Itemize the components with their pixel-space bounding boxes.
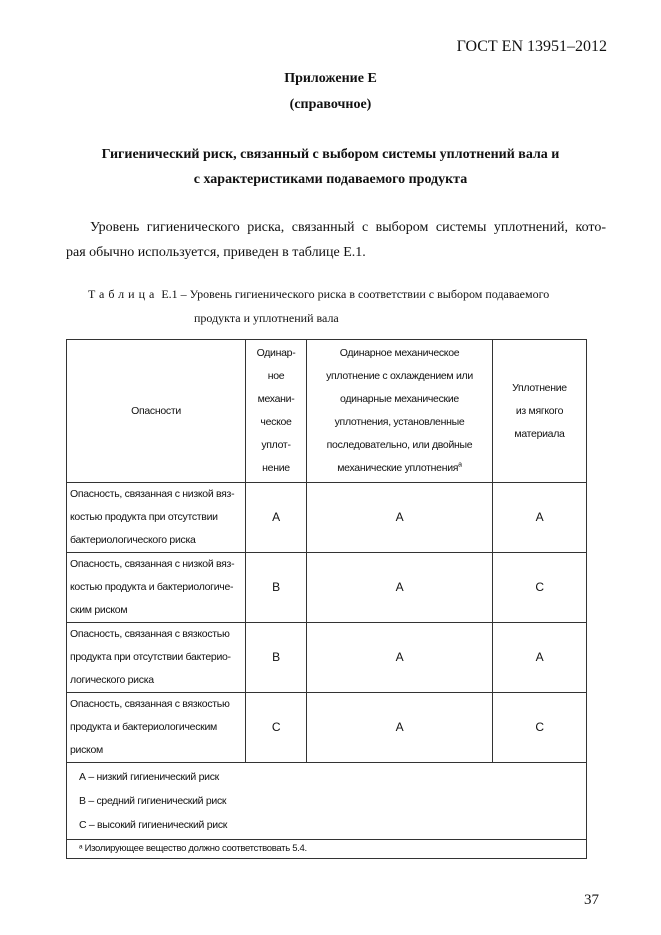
legend-item-high: С – высокий гигиенический риск <box>79 819 228 831</box>
header-line-text: механические уплотнения <box>337 462 459 474</box>
single-seal-risk: A <box>246 483 307 553</box>
header-line: из мягкого <box>515 404 564 417</box>
hazard-line: бактериологического риска <box>70 534 196 546</box>
hazard-line: Опасность, связанная с низкой вяз- <box>70 558 235 570</box>
table-header-row <box>67 340 587 483</box>
hazard-cell <box>67 483 246 553</box>
header-line: ное <box>267 370 285 382</box>
table-row <box>67 483 587 553</box>
single-seal-risk: B <box>246 553 307 623</box>
header-line: одинарные механические <box>340 393 459 405</box>
footnote-row <box>67 840 587 859</box>
document-code: ГОСТ EN 13951–2012 <box>456 38 607 55</box>
hazard-line: костью продукта и бактериологиче- <box>70 581 234 593</box>
hazard-line: костью продукта при отсутствии <box>70 511 218 523</box>
table-caption-label: Таблица <box>88 287 159 301</box>
header-line: Одинар- <box>256 347 296 359</box>
table-caption-line-2: продукта и уплотнений вала <box>194 311 339 325</box>
header-single-seal <box>246 340 307 483</box>
body-paragraph-line-2: рая обычно используется, приведен в таблице Е.1. <box>66 245 366 260</box>
header-double-seal <box>307 340 493 483</box>
hazard-line: продукта и бактериологическим <box>70 721 217 733</box>
hazard-line: Опасность, связанная с вязкостью <box>70 698 230 710</box>
legend-row <box>67 763 587 840</box>
header-soft-seal <box>493 340 587 483</box>
header-line: Одинарное механическое <box>339 347 460 359</box>
hygienic-risk-table <box>66 339 587 859</box>
hazard-line: продукта при отсутствии бактерио- <box>70 651 231 663</box>
hazard-cell <box>67 623 246 693</box>
header-line: уплотнение с охлаждением или <box>326 370 473 382</box>
double-seal-risk: A <box>307 483 493 553</box>
body-paragraph-line-1: Уровень гигиенического риска, связанный с выбором системы уплотнений, кото- <box>90 220 606 235</box>
risk-legend <box>67 763 587 840</box>
header-line <box>311 457 488 480</box>
table-caption-line-1 <box>88 287 608 302</box>
header-line: Уплотнение <box>512 381 567 394</box>
hazard-line: Опасность, связанная с низкой вяз- <box>70 488 235 500</box>
section-heading-line-2: с характеристиками подаваемого продукта <box>193 172 468 187</box>
header-line: ческое <box>260 416 292 428</box>
legend-item-medium: В – средний гигиенический риск <box>79 795 227 807</box>
header-hazards: Опасности <box>67 340 246 483</box>
hazard-line: логического риска <box>70 674 154 686</box>
single-seal-risk: B <box>246 623 307 693</box>
soft-seal-risk: A <box>493 623 587 693</box>
double-seal-risk: A <box>307 693 493 763</box>
table-row <box>67 553 587 623</box>
table-row <box>67 693 587 763</box>
soft-seal-risk: C <box>493 693 587 763</box>
header-line: последовательно, или двойные <box>326 439 473 451</box>
page-number: 37 <box>584 892 599 908</box>
table-row <box>67 623 587 693</box>
single-seal-risk: C <box>246 693 307 763</box>
table-caption-text: Е.1 – Уровень гигиенического риска в соответствии с выбором подаваемого <box>161 287 550 301</box>
hazard-cell <box>67 693 246 763</box>
header-line: нение <box>262 462 290 474</box>
annex-subtitle: (справочное) <box>289 97 372 112</box>
header-line: механи- <box>257 393 295 405</box>
legend-item-low: А – низкий гигиенический риск <box>79 771 219 783</box>
hazard-line: Опасность, связанная с вязкостью <box>70 628 230 640</box>
header-line: материала <box>514 427 565 440</box>
double-seal-risk: A <box>307 553 493 623</box>
hazard-line: риском <box>70 744 103 756</box>
section-heading-line-1: Гигиенический риск, связанный с выбором системы уплотнений вала и <box>101 147 560 162</box>
annex-title: Приложение Е <box>284 71 377 86</box>
soft-seal-risk: A <box>493 483 587 553</box>
header-line: уплот- <box>261 439 291 451</box>
footnote-marker: a <box>458 461 462 469</box>
double-seal-risk: A <box>307 623 493 693</box>
hazard-cell <box>67 553 246 623</box>
soft-seal-risk: C <box>493 553 587 623</box>
table-footnote: ᵃ Изолирующее вещество должно соответствовать 5.4. <box>67 840 587 859</box>
hazard-line: ским риском <box>70 604 128 616</box>
header-line: уплотнения, установленные <box>334 416 465 428</box>
